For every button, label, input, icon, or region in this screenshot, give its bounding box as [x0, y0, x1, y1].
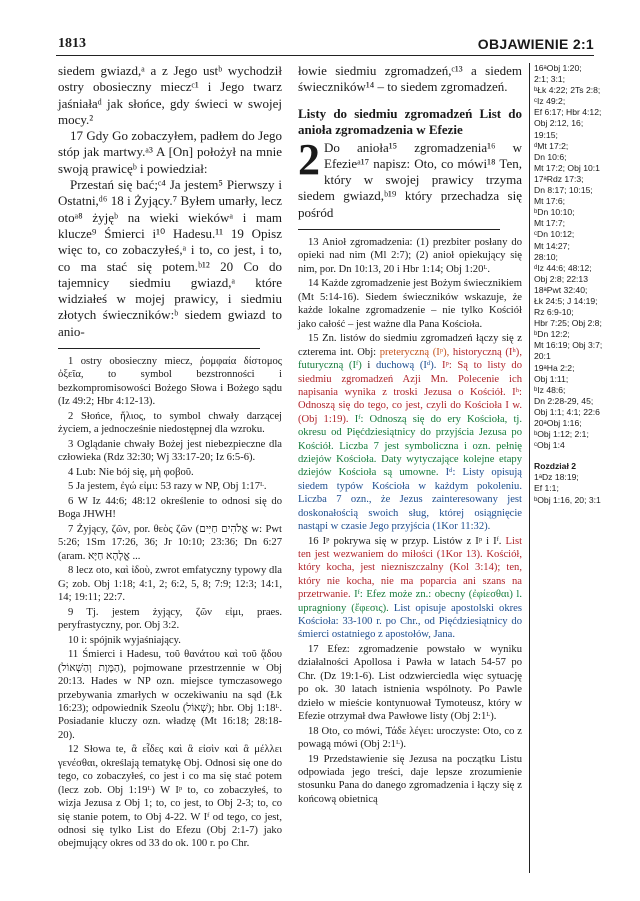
footnote [298, 332, 522, 533]
cross-reference: Mt 16:19; Obj 3:7; [534, 340, 603, 351]
cross-reference: Dn 2:28-29, 45; [534, 395, 594, 406]
chapter-opening [298, 134, 522, 221]
footnote: 3 Oglądanie chwały Bożej jest niebezpieczne dla człowieka (Rdz 32:30; Wj 33:17-20; Iz 6:5-6). [58, 438, 282, 464]
footnote: 7 Żyjący, ζῶν, por. θεὸς ζῶν (אֱלֹהִים חַיִּים w: Pwt 5:26; 1Sm 17:26, 36; Jr 10:10; 23:36; Dn 6:27 (aram. אֱלָהָא חַיָּא ... [58, 524, 282, 562]
footnote: 17 Efez: zgromadzenie powstało w wyniku działalności Apollosa i Pawła w latach 54-57 po Chr. (Dz 19:1-6). List odzwierciedla więc sytuację po ok. 30 latach istnienia wspólnoty. Po Pawle dzieło w mieście kontynuował Tymoteusz, który w Efezie otrzymał dwa Pawłowe listy (Obj 2:1ᴸ). [298, 644, 522, 723]
footnote: 8 lecz oto, καὶ ἰδοὺ, zwrot emfatyczny typowy dla G; zob. Obj 1:18; 4:1, 2; 6:2, 5, 8; 7:9; 12:3; 14:1, 14; 19:11; 22:7. [58, 565, 282, 604]
cross-reference: Obj 2:8; 22:13 [534, 273, 588, 284]
cross-reference: Obj 2:12, 16; [534, 118, 584, 129]
running-header: OBJAWIENIE 2:1 [477, 36, 594, 52]
cross-reference: ᵇŁk 4:22; 2Ts 2:8; [534, 85, 601, 96]
interpretation-spiritual: duchową (Iᵈ). [375, 360, 437, 372]
cross-reference: Mt 17:6; [534, 196, 566, 207]
footnotes-left [58, 355, 282, 851]
cross-reference: ᶜIz 49:2; [534, 96, 566, 107]
cross-reference: 16ᵃObj 1:20; [534, 63, 582, 73]
left-column [58, 63, 282, 852]
footnote: 5 Ja jestem, ἐγώ εἰμι: 53 razy w NP, Obj 1:17ᴸ. [68, 481, 267, 493]
cross-reference: 20ᵃObj 1:16; [534, 418, 582, 428]
cross-reference: Mt 17:2; Obj 10:1 [534, 162, 600, 173]
interpretation-preteric: preteryczną (Iᵖ), [379, 346, 450, 358]
page-number: 1813 [58, 36, 86, 51]
footnote: 13 Anioł zgromadzenia: (1) prezbiter posłany do opieki nad nim (Ml 2:7); (2) anioł opiekujący się nim, por. Dn 10:13, 20 i Hbr 1:14; Obj 1:20ᴸ. [298, 237, 522, 275]
cross-reference-list [534, 63, 604, 451]
footnote-separator [58, 348, 260, 349]
footnote: 14 Każde zgromadzenie jest Bożym świecznikiem (Mt 5:14-16). Siedem świeczników wskazuje, że każde lokalne zgromadzenie – nie tylko Kościół jako całość – jest ważne dla Pana Kościoła. [298, 278, 522, 330]
cross-reference: ᵈMt 17:2; [534, 140, 569, 151]
cross-reference: Ef 6:17; Hbr 4:12; [534, 107, 602, 118]
verse-text: Do anioła¹⁵ zgromadzenia¹⁶ w Efezieᵃ¹⁷ napisz: Oto, co mówi¹⁸ Ten, który w swojej prawicy trzyma siedem gwiazd,ᵇ¹⁹ który przechadza się pośród [298, 139, 522, 220]
cross-reference: Ef 1:1; [534, 483, 559, 494]
footnotes-middle [298, 236, 522, 806]
cross-references [534, 63, 604, 506]
cross-reference: 2:1; 3:1; [534, 74, 566, 85]
verse-paragraph: 17 Gdy Go zobaczyłem, padłem do Jego stóp jak martwy.ᵃ³ A [On] położył na mnie swoją prawicęᵇ i powiedział: [58, 128, 282, 176]
cross-reference: Obj 1:1; 4:1; 22:6 [534, 406, 600, 417]
cross-reference: ᵇDn 12:2; [534, 329, 570, 340]
verse-paragraph: Przestań się bać;ᶜ⁴ Ja jestem⁵ Pierwszy i Ostatni,ᵈ⁶ 18 i Żyjący.⁷ Byłem umarły, lecz otoᵃ⁸ żyjęᵇ na wieki wiekówᵃ i mam klucze⁹ Śmierci i¹⁰ Hadesu.¹¹ 19 Opisz więc to, co zobaczyłeś,ᵃ i to, co jest, i to, co ma stać się potem.ᵇ¹² 20 Co do tajemnicy siedmiu gwiazd,ᵃ które widziałeś w mojej prawicy, i siedmiu złotych świeczników:ᵇ siedem gwiazd to anio- [58, 177, 282, 339]
verse-paragraph: siedem gwiazd,ᵃ a z Jego ustᵇ wychodził ostry obosieczny mieczᶜ¹ i Jego twarz jaśniałaᵈ jak słońce, gdy świeci w swojej mocy.² [58, 63, 282, 127]
chapter-dropcap: 2 [298, 134, 320, 184]
cross-reference: Mt 14:27; [534, 240, 570, 251]
cross-reference: 1ᵃDz 18:19; [534, 472, 579, 483]
header-rule [56, 55, 594, 56]
cross-reference: ᵇIz 48:6; [534, 384, 566, 395]
footnote: 9 Tj. jestem żyjący, ζῶν εἰμι, praes. peryfrastyczny, por. Obj 3:2. [58, 606, 282, 632]
footnote-text: 16 Iᵖ pokrywa się w przyp. Listów z Iᵖ i Iᶠ. [308, 535, 502, 547]
cross-reference: 18ᵃPwt 32:40; [534, 284, 588, 295]
middle-column [298, 63, 522, 807]
footnote: 10 i: spójnik wyjaśniający. [68, 634, 181, 646]
bible-text-middle [298, 63, 522, 221]
footnote: 1 ostry obosieczny miecz, ῥομφαία δίστομος ὀξεῖα, to symbol bezstronności i bezkompromisowości Bożego Słowa i Bożego sądu (Iz 49:2; Hbr 4:12-13). [58, 356, 282, 408]
interpretation-futurist: futuryczną (Iᶠ) [298, 360, 362, 372]
footnote: 18 Oto, co mówi, Τάδε λέγει: uroczyste: Oto, co z powagą mówi (Obj 2:1ᴸ). [298, 725, 522, 751]
cross-reference: Łk 24:5; J 14:19; [534, 295, 598, 306]
cross-reference: Dn 10:6; [534, 151, 567, 162]
cross-reference: ᵇObj 1:16, 20; 3:1 [534, 494, 601, 505]
cross-reference: Hbr 7:25; Obj 2:8; [534, 318, 602, 329]
cross-reference: ᵈIz 44:6; 48:12; [534, 262, 592, 273]
cross-reference: ᶜObj 1:4 [534, 440, 565, 451]
footnote: 12 Słowa te, ἃ εἶδες καὶ ἃ εἰσὶν καὶ ἃ μέλλει γενέσθαι, określają tematykę Obj. Odnosi się one do tego, co zobaczyłeś, co jest i co ma się stać potem (lecz zob. Obj 1:19ᴸ) W Iᵖ to, co zobaczyłeś, to wizja Jezusa z Obj 1; to, co jest, to Obj 2-3; to, co się stanie potem, to Obj 4-22. W Iᶠ od tego, co jest, odnosi się tylko List do Efezu (Obj 2:1-7) jako obejmujący okres od 33 do ok. 100 r. po Chr. [58, 744, 282, 850]
footnote: 2 Słońce, ἥλιος, to symbol chwały darzącej życiem, a jednocześnie niedostępnej dla wzroku. [58, 410, 282, 436]
cross-reference: 19:15; [534, 129, 558, 140]
footnote-separator [298, 229, 500, 230]
column-divider [529, 63, 530, 873]
futurist-note: Iᶠ: Efez może zn.: obecny (ἐφίεσθαι) l. upragniony (ἔφεσις). [298, 589, 522, 614]
section-title: Listy do siedmiu zgromadzeń List do anioła zgromadzenia w Efezie [298, 105, 522, 137]
cross-reference: ᵇObj 1:12; 2:1; [534, 429, 589, 440]
cross-reference: Mt 17:7; [534, 218, 566, 229]
cross-reference: Dn 8:17; 10:15; [534, 185, 593, 196]
cross-reference: 20:1 [534, 351, 551, 362]
verse-paragraph: łowie siedmiu zgromadzeń,ᶜ¹³ a siedem świeczników¹⁴ – to siedem zgromadzeń. [298, 63, 522, 95]
footnote: 19 Przedstawienie się Jezusa na początku Listu odpowiada jego treści, daje lepsze zrozumienie stosunku Pana do danego zgromadzenia i łączy się z końcową obietnicą [298, 753, 522, 805]
conjunction: i [367, 360, 371, 372]
cross-reference: 19ᵃHa 2:2; [534, 362, 575, 373]
footnote: 4 Lub: Nie bój się, μὴ φοβοῦ. [68, 466, 194, 478]
cross-reference: ᶜDn 10:12; [534, 229, 575, 240]
interpretation-historical: historyczną (Iʰ), [452, 346, 522, 358]
cross-reference: Obj 1:11; [534, 373, 569, 384]
spiritual-note: List opisuje apostolski okres Kościoła: 33-100 r. po Chr., od Pięćdziesiątnicy do śmierci ostatniego z apostołów, Jana. [298, 602, 522, 641]
footnote: 6 W Iz 44:6; 48:12 określenie to odnosi się do Boga JHWH! [58, 496, 282, 521]
cross-reference: ᵇDn 10:10; [534, 207, 575, 218]
bible-text-left [58, 63, 282, 340]
footnote-text: 15 Zn. listów do siedmiu zgromadzeń łączy się z czterema int. Obj: [298, 333, 522, 358]
cross-reference: Rz 6:9-10; [534, 307, 574, 318]
cross-reference: 17ᵃRdz 17:3; [534, 173, 584, 184]
cross-reference: 28:10; [534, 251, 558, 262]
futurist-note: Iᶠ: Odnoszą się do ery Kościoła, tj. okresu od Pięćdziesiątnicy do przyjścia Jezusa po Kościół. Liczba 7 jest symboliczna i ozn. pełnię dziejów Kościoła. Daty wytyczające kolejne etapy dziejów Kościoła są umowne. [298, 413, 523, 479]
footnote: 11 Śmierci i Hadesu, τοῦ θανάτου καὶ τοῦ ᾅδου (הַמָּוֶת וְהַשְּׁאוֹל), pojmowane przestrzennie w Obj 20:13. Hades w NP ozn. miejsce tymczasowego przebywania zmarłych w oczekiwaniu na sąd (Łk 16:23); odpowiednik Szeolu (שְׁאוֹל); hbr. Obj 1:18ᴸ. Posiadanie kluczy ozn. władzę (Mt 16:18; 28:18-20). [58, 649, 282, 741]
chapter-2-heading: Rozdział 2 [534, 461, 577, 472]
historical-note: List ten jest wezwaniem do miłości (1Kor 13). Kościół, który kocha, jest niezniszczalny (Kol 3:14); ten, który nie kocha, nie ma poparcia ani szans na przetrwanie. [298, 535, 523, 601]
spiritual-note: Iᵈ: Listy opisują siedem typów Kościoła w każdym pokoleniu. Liczba 7 ozn., że Jezus zainteresowany jest doskonałością swoich sług, której osiągnięcie nastąpi w czasie Jego przyjścia (1Kor 11:32). [298, 467, 522, 532]
cross-reference-list-ch2 [534, 472, 604, 505]
historical-note: Iᵖ: Są to listy do siedmiu zgromadzeń Azji Mn. Polecenie ich napisania wynika z troski Jezusa o Kościół. Iʰ: Odnoszą się do tego, co jest, czyli do Kościoła I w. (Obj 1:19). [298, 360, 522, 425]
footnote [298, 535, 522, 642]
